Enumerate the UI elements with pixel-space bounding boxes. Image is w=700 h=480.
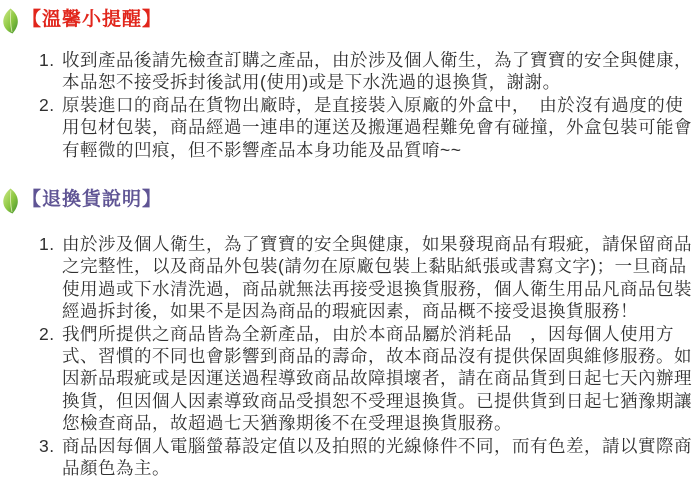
section-header: [0, 7, 700, 34]
leaf-icon: [0, 188, 21, 214]
list-item: 3. 商品因每個人電腦螢幕設定值以及拍照的光線條件不同，而有色差，請以實際商品顏色為主。: [60, 435, 696, 480]
list-item: 2. 我們所提供之商品皆為全新產品，由於本商品屬於消耗品 ，因每個人使用方式、習慣的不同也會影響到商品的壽命，故本商品沒有提供保固與維修服務。如因新品瑕疵或是因運送過程導致商品故障損壞者，請在商品貨到日起七天內辦理換貨，但因個人因素導致商品受損恕不受理退換貨。已提供貨到日起七猶豫期讓您檢查商品，故超過七天猶豫期後不在受理退換貨服務。: [60, 323, 696, 435]
list-item: 1. 由於涉及個人衛生，為了寶寶的安全與健康，如果發現商品有瑕疵，請保留商品之完整性，以及商品外包裝(請勿在原廠包裝上黏貼紙張或書寫文字)；一旦商品使用過或下水清洗過，商品就無法再接受退換貨服務，個人衛生用品凡商品包裝經過拆封後，如果不是因為商品的瑕疵因素，商品概不接受退換貨服務！: [60, 233, 696, 323]
list-item: 2. 原裝進口的商品在貨物出廠時，是直接裝入原廠的外盒中， 由於沒有過度的使用包材包裝，商品經過一連串的運送及搬運過程難免會有碰撞，外盒包裝可能會有輕微的凹痕，但不影響產品本身功能及品質唷~~: [60, 94, 696, 161]
section-title-return-policy: 【退換貨說明】: [22, 189, 163, 211]
section-header: [0, 187, 700, 214]
section-title-warm-reminder: 【溫馨小提醒】: [22, 9, 163, 30]
warm-reminder-list: [0, 49, 700, 161]
leaf-icon: [0, 8, 21, 34]
list-item: 1. 收到產品後請先檢查訂購之產品，由於涉及個人衛生，為了寶寶的安全與健康，本品恕不接受拆封後試用(使用)或是下水洗過的退換貨，謝謝。: [60, 49, 696, 94]
section-return-policy: [0, 187, 700, 479]
return-policy-list: [0, 233, 700, 479]
section-warm-reminder: [0, 7, 700, 161]
